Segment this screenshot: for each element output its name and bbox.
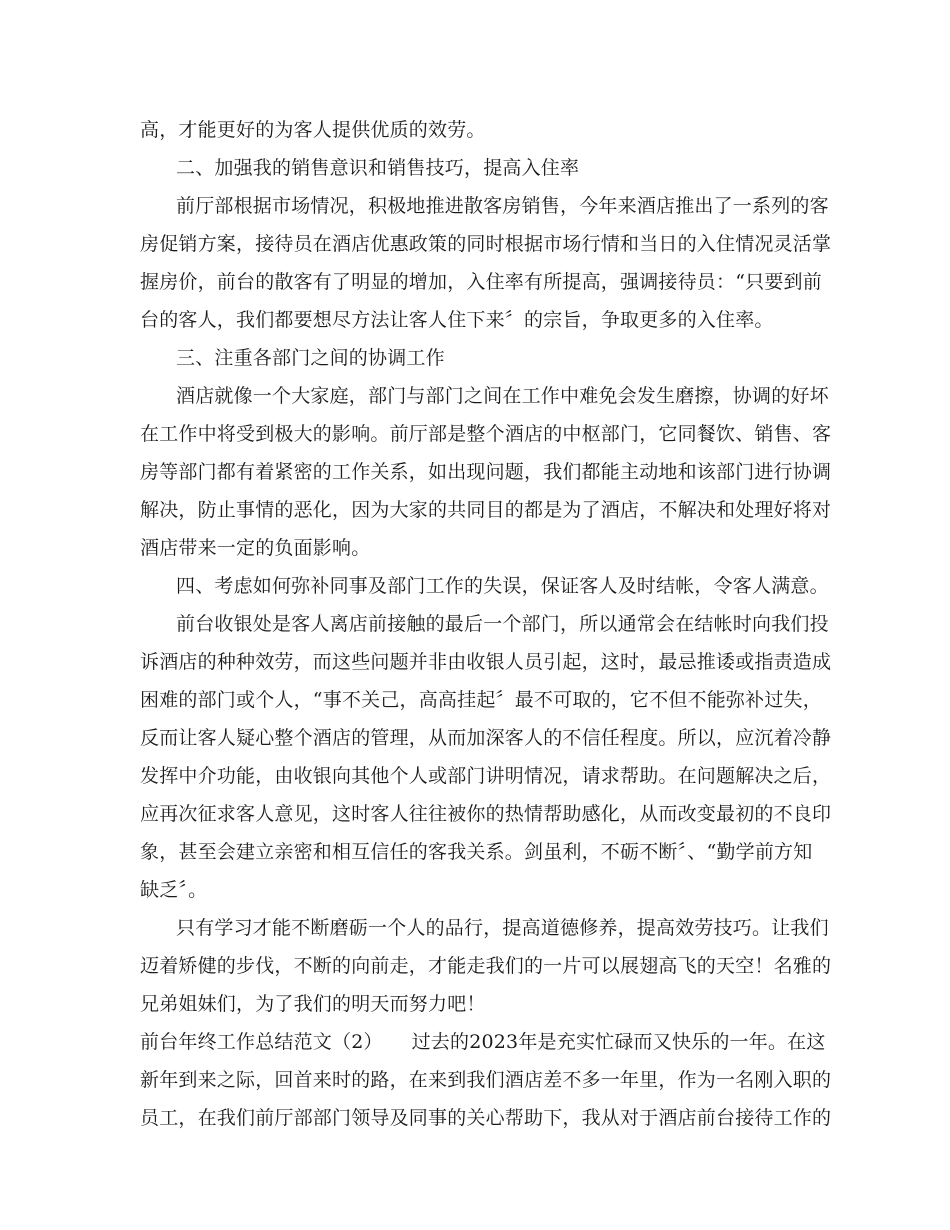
- text-line: 迈着矫健的步伐，不断的向前走，才能走我们的一片可以展翅高飞的天空！名雅的: [140, 955, 832, 977]
- text-line: 台的客人，我们都要想尽方法让客人住下来〞的宗旨，争取更多的入住率。: [140, 309, 774, 331]
- text-line: 在工作中将受到极大的影响。前厅部是整个酒店的中枢部门，它同餐饮、销售、客: [140, 423, 832, 445]
- text-line: 酒店就像一个大家庭，部门与部门之间在工作中难免会发生磨擦，协调的好坏: [176, 385, 829, 407]
- text-line: 前厅部根据市场情况，积极地推进散客房销售，今年来酒店推出了一系列的客: [176, 195, 829, 217]
- text-line: 只有学习才能不断磨砺一个人的品行，提高道德修养，提高效劳技巧。让我们: [176, 917, 829, 939]
- section-heading: 三、注重各部门之间的协调工作: [176, 347, 445, 369]
- text-line: 应再次征求客人意见，这时客人往往被你的热情帮助感化，从而改变最初的不良印: [140, 803, 832, 825]
- text-line: 房等部门都有着紧密的工作关系，如出现问题，我们都能主动地和该部门进行协调: [140, 461, 832, 483]
- section-heading: 二、加强我的销售意识和销售技巧，提高入住率: [176, 157, 580, 179]
- text-line: 困难的部门或个人，“事不关己，高高挂起〞最不可取的，它不但不能弥补过失，: [140, 689, 822, 711]
- text-line: 解决，防止事情的恶化，因为大家的共同目的都是为了酒店，不解决和处理好将对: [140, 499, 832, 521]
- text-line: 反而让客人疑心整个酒店的管理，从而加深客人的不信任程度。所以，应沉着冷静: [140, 727, 832, 749]
- text-line: 前台收银处是客人离店前接触的最后一个部门，所以通常会在结帐时向我们投: [176, 613, 829, 635]
- text-line: 诉酒店的种种效劳，而这些问题并非由收银人员引起，这时，最忌推诿或指责造成: [140, 651, 832, 673]
- text-line: 象，甚至会建立亲密和相互信任的客我关系。剑虽利，不砺不断〞、“勤学前方知: [140, 841, 813, 863]
- text-line: 新年到来之际，回首来时的路，在来到我们酒店差不多一年里，作为一名刚入职的: [140, 1069, 832, 1091]
- text-line: 员工，在我们前厅部部门领导及同事的关心帮助下，我从对于酒店前台接待工作的: [140, 1107, 832, 1129]
- text-line: 握房价，前台的散客有了明显的增加，入住率有所提高，强调接待员：“只要到前: [140, 271, 822, 293]
- text-line: 发挥中介功能，由收银向其他个人或部门讲明情况，请求帮助。在问题解决之后，: [140, 765, 832, 787]
- text-line: 兄弟姐妹们，为了我们的明天而努力吧！: [140, 993, 486, 1015]
- section-heading: 四、考虑如何弥补同事及部门工作的失误，保证客人及时结帐，令客人满意。: [176, 575, 829, 597]
- text-line: 酒店带来一定的负面影响。: [140, 537, 371, 559]
- article-title-line: 前台年终工作总结范文（2） 过去的2023年是充实忙碌而又快乐的一年。在这: [140, 1031, 826, 1053]
- text-line: 房促销方案，接待员在酒店优惠政策的同时根据市场行情和当日的入住情况灵活掌: [140, 233, 832, 255]
- text-line: 高，才能更好的为客人提供优质的效劳。: [140, 119, 486, 141]
- text-line: 缺乏〞。: [140, 879, 208, 901]
